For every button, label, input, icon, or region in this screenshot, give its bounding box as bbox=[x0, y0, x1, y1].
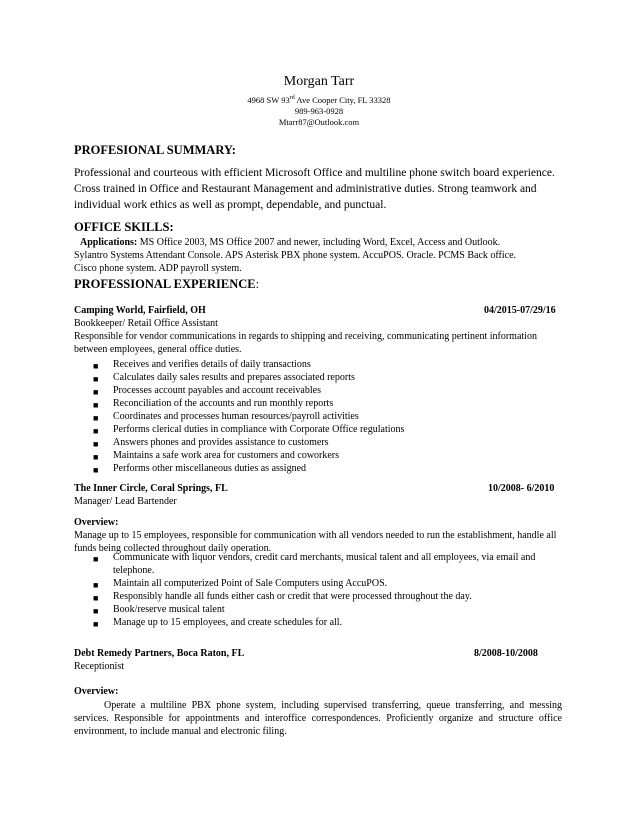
job-3-overview-label: Overview: bbox=[74, 686, 119, 697]
bullet-marker: ■ bbox=[93, 439, 99, 449]
skills-heading: OFFICE SKILLS: bbox=[74, 220, 174, 234]
job-2-bullet: Communicate with liquor vendors, credit card merchants, musical talent and all employees, via email and bbox=[113, 552, 536, 563]
experience-heading-colon: : bbox=[255, 277, 260, 291]
bullet-marker: ■ bbox=[93, 452, 99, 462]
job-3-dates: 8/2008-10/2008 bbox=[474, 648, 538, 659]
email: Mtarr87@Outlook.com bbox=[278, 117, 360, 127]
skills-applications: MS Office 2003, MS Office 2007 and newer, including Word, Excel, Access and Outlook. bbox=[137, 237, 501, 248]
job-1-desc-line-1: Responsible for vendor communications in regards to shipping and receiving, communicating pertinent information bbox=[74, 331, 537, 342]
job-1-desc-line-2: between employees, general office duties. bbox=[74, 344, 242, 355]
summary-line-1: Professional and courteous with efficient Microsoft Office and multiline phone switch board experience. bbox=[74, 167, 555, 179]
bullet-marker: ■ bbox=[93, 400, 99, 410]
job-2-bullet: Manage up to 15 employees, and create schedules for all. bbox=[113, 617, 343, 628]
job-2-overview-label: Overview: bbox=[74, 517, 119, 528]
bullet-marker: ■ bbox=[93, 606, 99, 616]
bullet-marker: ■ bbox=[93, 619, 99, 629]
address bbox=[0, 95, 638, 105]
job-1-bullet: Processes account payables and account receivables bbox=[113, 385, 321, 396]
job-2-company: The Inner Circle, Coral Springs, FL bbox=[74, 483, 228, 494]
bullet-marker: ■ bbox=[93, 554, 99, 564]
job-2-dates: 10/2008- 6/2010 bbox=[488, 483, 555, 494]
bullet-marker: ■ bbox=[93, 465, 99, 475]
bullet-marker: ■ bbox=[93, 426, 99, 436]
job-2-bullet: Responsibly handle all funds either cash or credit that were processed throughout the day. bbox=[113, 591, 472, 602]
phone: 989-963-0928 bbox=[294, 106, 344, 116]
job-1-bullet: Reconciliation of the accounts and run monthly reports bbox=[113, 398, 334, 409]
job-1-bullet: Coordinates and processes human resources/payroll activities bbox=[113, 411, 359, 422]
bullet-marker: ■ bbox=[93, 361, 99, 371]
experience-heading-text: PROFESSIONAL EXPERIENCE bbox=[74, 277, 256, 291]
bullet-marker: ■ bbox=[93, 374, 99, 384]
job-1-bullet: Performs other miscellaneous duties as assigned bbox=[113, 463, 307, 474]
job-2-bullet-continuation: telephone. bbox=[113, 565, 155, 576]
job-3-overview: Operate a multiline PBX phone system, including supervised transferring, queue transferring, and messing services. Responsible for appointments and interoffice correspondences. Proficiently organize and structure office environment, to include manual and electronic filing. bbox=[74, 700, 562, 738]
job-1-company: Camping World, Fairfield, OH bbox=[74, 305, 206, 316]
candidate-name: Morgan Tarr bbox=[283, 74, 355, 89]
job-2-bullet: Maintain all computerized Point of Sale Computers using AccuPOS. bbox=[113, 578, 388, 589]
job-1-bullet: Maintains a safe work area for customers and coworkers bbox=[113, 450, 340, 461]
experience-heading bbox=[74, 277, 259, 292]
bullet-marker: ■ bbox=[93, 580, 99, 590]
job-3-company: Debt Remedy Partners, Boca Raton, FL bbox=[74, 648, 245, 659]
summary-heading: PROFESIONAL SUMMARY: bbox=[74, 143, 236, 157]
bullet-marker: ■ bbox=[93, 593, 99, 603]
bullet-marker: ■ bbox=[93, 387, 99, 397]
job-2-overview: Manage up to 15 employees, responsible for communication with all vendors needed to run the establishment, handle all funds being collected throughout daily operation. bbox=[74, 530, 557, 555]
skills-line-1 bbox=[80, 236, 500, 249]
job-1-dates: 04/2015-07/29/16 bbox=[484, 305, 556, 316]
job-3-title: Receptionist bbox=[74, 661, 124, 672]
job-1-bullet: Answers phones and provides assistance to customers bbox=[113, 437, 329, 448]
address-rest: Ave Cooper City, FL 33328 bbox=[294, 95, 391, 105]
address-street-number: 4968 SW 93 bbox=[247, 95, 290, 105]
summary-line-2: Cross trained in Office and Restaurant Management and administrative duties. Strong teamwork and bbox=[74, 183, 537, 195]
job-2-bullet: Book/reserve musical talent bbox=[113, 604, 225, 615]
summary-line-3: individual work ethics as well as prompt, dependable, and punctual. bbox=[74, 199, 387, 211]
bullet-marker: ■ bbox=[93, 413, 99, 423]
skills-line-3: Cisco phone system. ADP payroll system. bbox=[74, 263, 242, 274]
skills-label: Applications: bbox=[80, 237, 138, 248]
job-1-bullet: Calculates daily sales results and prepares associated reports bbox=[113, 372, 355, 383]
address-ordinal: rd bbox=[289, 95, 295, 102]
skills-line-2: Sylantro Systems Attendant Console. APS Asterisk PBX phone system. AccuPOS. Oracle. PCMS Back office. bbox=[74, 250, 517, 261]
job-2-title: Manager/ Lead Bartender bbox=[74, 496, 177, 507]
job-1-bullet: Receives and verifies details of daily transactions bbox=[113, 359, 311, 370]
job-1-bullet: Performs clerical duties in compliance with Corporate Office regulations bbox=[113, 424, 405, 435]
job-1-title: Bookkeeper/ Retail Office Assistant bbox=[74, 318, 218, 329]
